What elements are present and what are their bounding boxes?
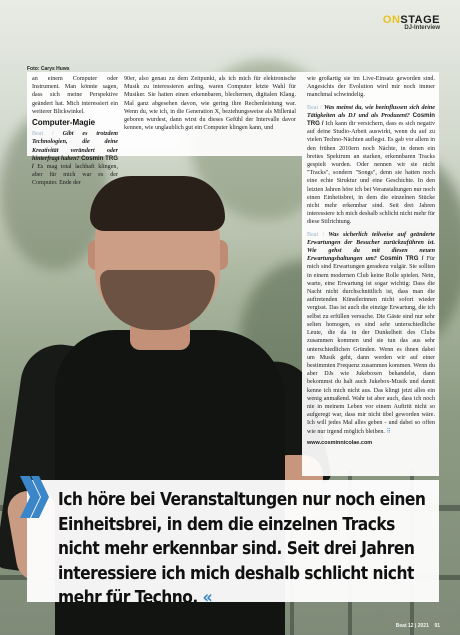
close-quote-icon: « (202, 588, 213, 608)
question-text-3: Was sicherlich teilweise auf geänderte Erwartungen der Besucher zurückzuführen ist. Wie gehst du mit diesen neuen Erwartungshaltungen um? (307, 231, 435, 263)
open-quote-icon (18, 474, 50, 520)
page-footer (396, 623, 440, 629)
website-link[interactable]: www.cosminnicolae.com (307, 439, 373, 446)
column-2-text: 90er, also genau zu dem Zeitpunkt, als ich mich für elektronische Musik zu interessieren anfing, waren Computer letzte Wahl für Musiker. Sie hatten einen erkennbaren, blechernen, digitalen Klang. Mal ganz abgesehen davon, wie gering ihre Rechenleistung war. Wenn du, wie ich, in die Generation X, beziehungsweise als Millenial geboren wurdest, dann wirst du dieses Gefühl der Intervalle davor kennen, wie unglaublich gut ein Computer klingen kann, und (124, 76, 296, 132)
end-mark-icon: ⠿ (386, 428, 391, 435)
answer-text-2: Ich kann dir versichern, dass es sich negativ auf deine Studio-Arbeit auswirkt, wenn du auf zu vielen Techno-Nächten auflegst. Es gab vor allem in den frühen 2010ern noch Nächte, in denen ein breites Spektrum an starken, erkennbaren Tracks gespielt wurden. Oder nennen wir sie nicht "Tracks", sondern "Songs", denn sie hatten noch eine echte Struktur und eine Geschichte. In den letzten Jahren höre ich bei Veranstaltungen nur noch einen Einheitsbrei, in dem die einzelnen Stücke nicht mehr erkennbar sind. Seit drei Jahren interessiere ich mich deshalb schlicht nicht mehr für diese Stilrichtung. (307, 121, 435, 226)
photo-credit: Foto: Carys Huws (27, 66, 70, 72)
question-label: Beat / (32, 131, 54, 138)
question-block-3 (307, 231, 435, 436)
question-block-2 (307, 104, 435, 227)
pull-quote (58, 488, 433, 611)
section-heading: Computer-Magie (32, 118, 96, 128)
answer-label: Cosmin TRG / (32, 154, 119, 171)
question-text: Gibt es trotzdem Technologien, die deine Kreativität verändert oder hinterfragt haben? (32, 131, 118, 162)
pull-quote-text: Ich höre bei Veranstaltungen nur noch einen Einheitsbrei, in dem die einzelnen Tracks nicht mehr erkennbar sind. Seit drei Jahren interessiere ich mich deshalb schlicht nicht mehr für Techno. (58, 490, 426, 608)
magazine-section-header (383, 14, 440, 31)
page-number: 91 (434, 623, 440, 629)
issue-label: Beat 12 | 2021 (395, 623, 429, 629)
answer-text: Es mag total lachhaft klingen, aber für mich war es der Computer. Ende der (32, 164, 119, 187)
column-1-text-top: an einem Computer oder Instrument. Man könnte sagen, dass sich meine Perspektive geändert hat. Mich interessiert ein weiterer Blickwinkel. (32, 76, 118, 115)
column-2 (124, 75, 296, 132)
column-3-text-top: wie großartig sie im Live-Einsatz geworden sind. Angesichts der Evolution wird mir noch immer manchmal schwindelig. (307, 76, 435, 99)
section-title-rest: STAGE (400, 14, 440, 26)
column-1 (32, 75, 118, 188)
answer-label-2: Cosmin TRG / (307, 111, 435, 128)
answer-label-3: Cosmin TRG / (379, 255, 424, 263)
section-title-highlight: ON (382, 14, 401, 26)
question-label-3: Beat / (307, 231, 325, 238)
column-3 (307, 75, 435, 447)
question-label-2: Beat / (307, 104, 322, 111)
question-block (32, 130, 118, 187)
answer-text-3: Für mich sind Erwartungen geradezu vulgär. Sie sollten in einem modernen Club keine Rolle spielen. Nein, warte, eine Erwartung ist sogar wichtig: Dass die Nacht nicht durchschnittlich ist, dass man die auftretenden Künstlerinnen nicht sofort wieder vergisst. Das ist auch die einzige Erwartung, die ich selbst zu erfüllen versuche. Die Gäste sind nur sehr selten homogen, es sind sehr unterschiedliche Leute, die da in der Dunkelheit des Clubs zusammen kommen und sie tun das aus sehr unterschiedlichen Gründen. Wenn es ihnen dabei um Musik geht, dann werden wir auf einer bestimmten Frequenz zusammen kommen. Wenn du aber DJs wie Jukeboxen behandelst, dann bekommst du halt auch Jukebox-Musik und damit kenne ich mich nicht aus. Das klingt jetzt alles ein wenig anmaßend. Wahr ist aber auch, dass ich noch nie in meinem Leben vor einem Auftritt nicht so aufgeregt war, dass mir nicht übel geworden wäre. Ich will jedes Mal alles geben - und dabei so offen wie nur irgend möglich bleiben. (307, 256, 435, 435)
question-text-2: Was meinst du, wie beeinflussen sich deine Tätigkeiten als DJ und als Produzent? (307, 104, 435, 119)
subsection-label: DJ-Interview (404, 25, 440, 31)
